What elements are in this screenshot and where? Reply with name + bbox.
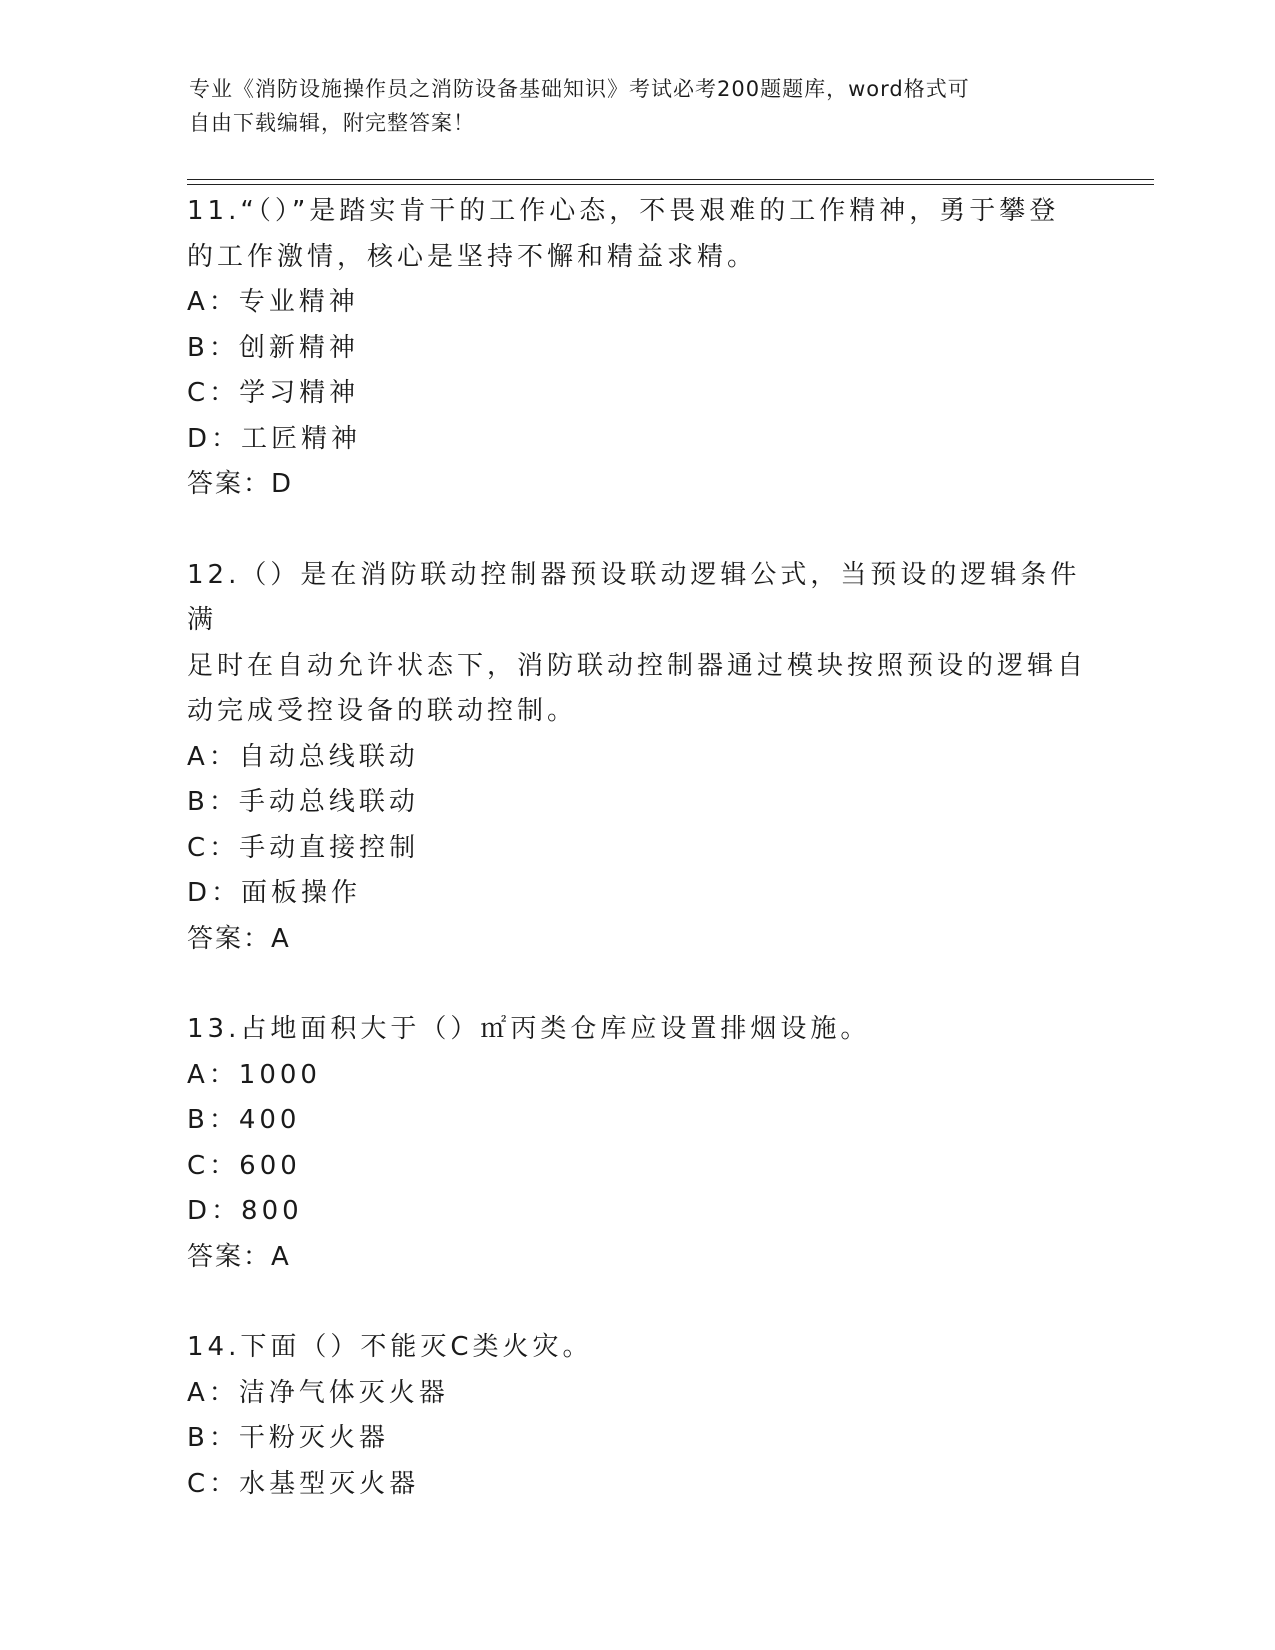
option-c: C：600: [187, 1150, 301, 1181]
answer-value: A: [271, 1241, 293, 1272]
option-a: A：1000: [187, 1059, 321, 1090]
question-stem-line: 13.占地面积大于（）㎡丙类仓库应设置排烟设施。: [187, 1014, 871, 1044]
option-b: B：400: [187, 1105, 301, 1135]
header-line-1: 专业《消防设施操作员之消防设备基础知识》考试必考200题题库，word格式可: [189, 77, 970, 101]
question-stem-line: 12.（）是在消防联动控制器预设联动逻辑公式，当预设的逻辑条件满: [187, 559, 1081, 635]
question-stem-line: 11.“（）”是踏实肯干的工作心态，不畏艰难的工作精神，勇于攀登: [187, 196, 1060, 226]
option-b: B：手动总线联动: [187, 787, 419, 817]
option-b: B：创新精神: [187, 332, 359, 363]
question-stem-line: 14.下面（）不能灭C类火灾。: [187, 1332, 593, 1362]
question-list: [187, 189, 1087, 1552]
question-13: [187, 1007, 1087, 1280]
question-11: [187, 189, 1087, 508]
question-14: [187, 1325, 1087, 1507]
option-c: C：水基型灭火器: [187, 1468, 420, 1499]
option-b: B：干粉灭火器: [187, 1423, 389, 1453]
header-line-2: 自由下载编辑，附完整答案！: [189, 111, 475, 135]
answer-line: [187, 917, 1087, 963]
question-12: [187, 553, 1087, 963]
question-stem-line: 的工作激情，核心是坚持不懈和精益求精。: [187, 241, 758, 272]
answer-value: A: [271, 923, 293, 954]
option-d: D：工匠精神: [187, 423, 362, 454]
header-divider-bottom: [187, 184, 1154, 185]
option-c: C：学习精神: [187, 378, 360, 408]
answer-value: D: [271, 469, 296, 499]
question-stem-line: 动完成受控设备的联动控制。: [187, 696, 578, 726]
header-divider-top: [187, 179, 1154, 180]
answer-label: 答案：: [187, 1241, 272, 1272]
option-c: C：手动直接控制: [187, 832, 420, 863]
option-a: A：专业精神: [187, 287, 359, 317]
option-d: D：800: [187, 1196, 303, 1226]
option-a: A：自动总线联动: [187, 741, 419, 772]
answer-label: 答案：: [187, 923, 272, 954]
answer-line: [187, 462, 1087, 508]
answer-label: 答案：: [187, 469, 272, 499]
document-header: [189, 72, 1069, 140]
option-a: A：洁净气体灭火器: [187, 1377, 449, 1408]
question-stem-line: 足时在自动允许状态下，消防联动控制器通过模块按照预设的逻辑自: [187, 650, 1088, 681]
answer-line: [187, 1235, 1087, 1281]
option-d: D：面板操作: [187, 878, 362, 908]
